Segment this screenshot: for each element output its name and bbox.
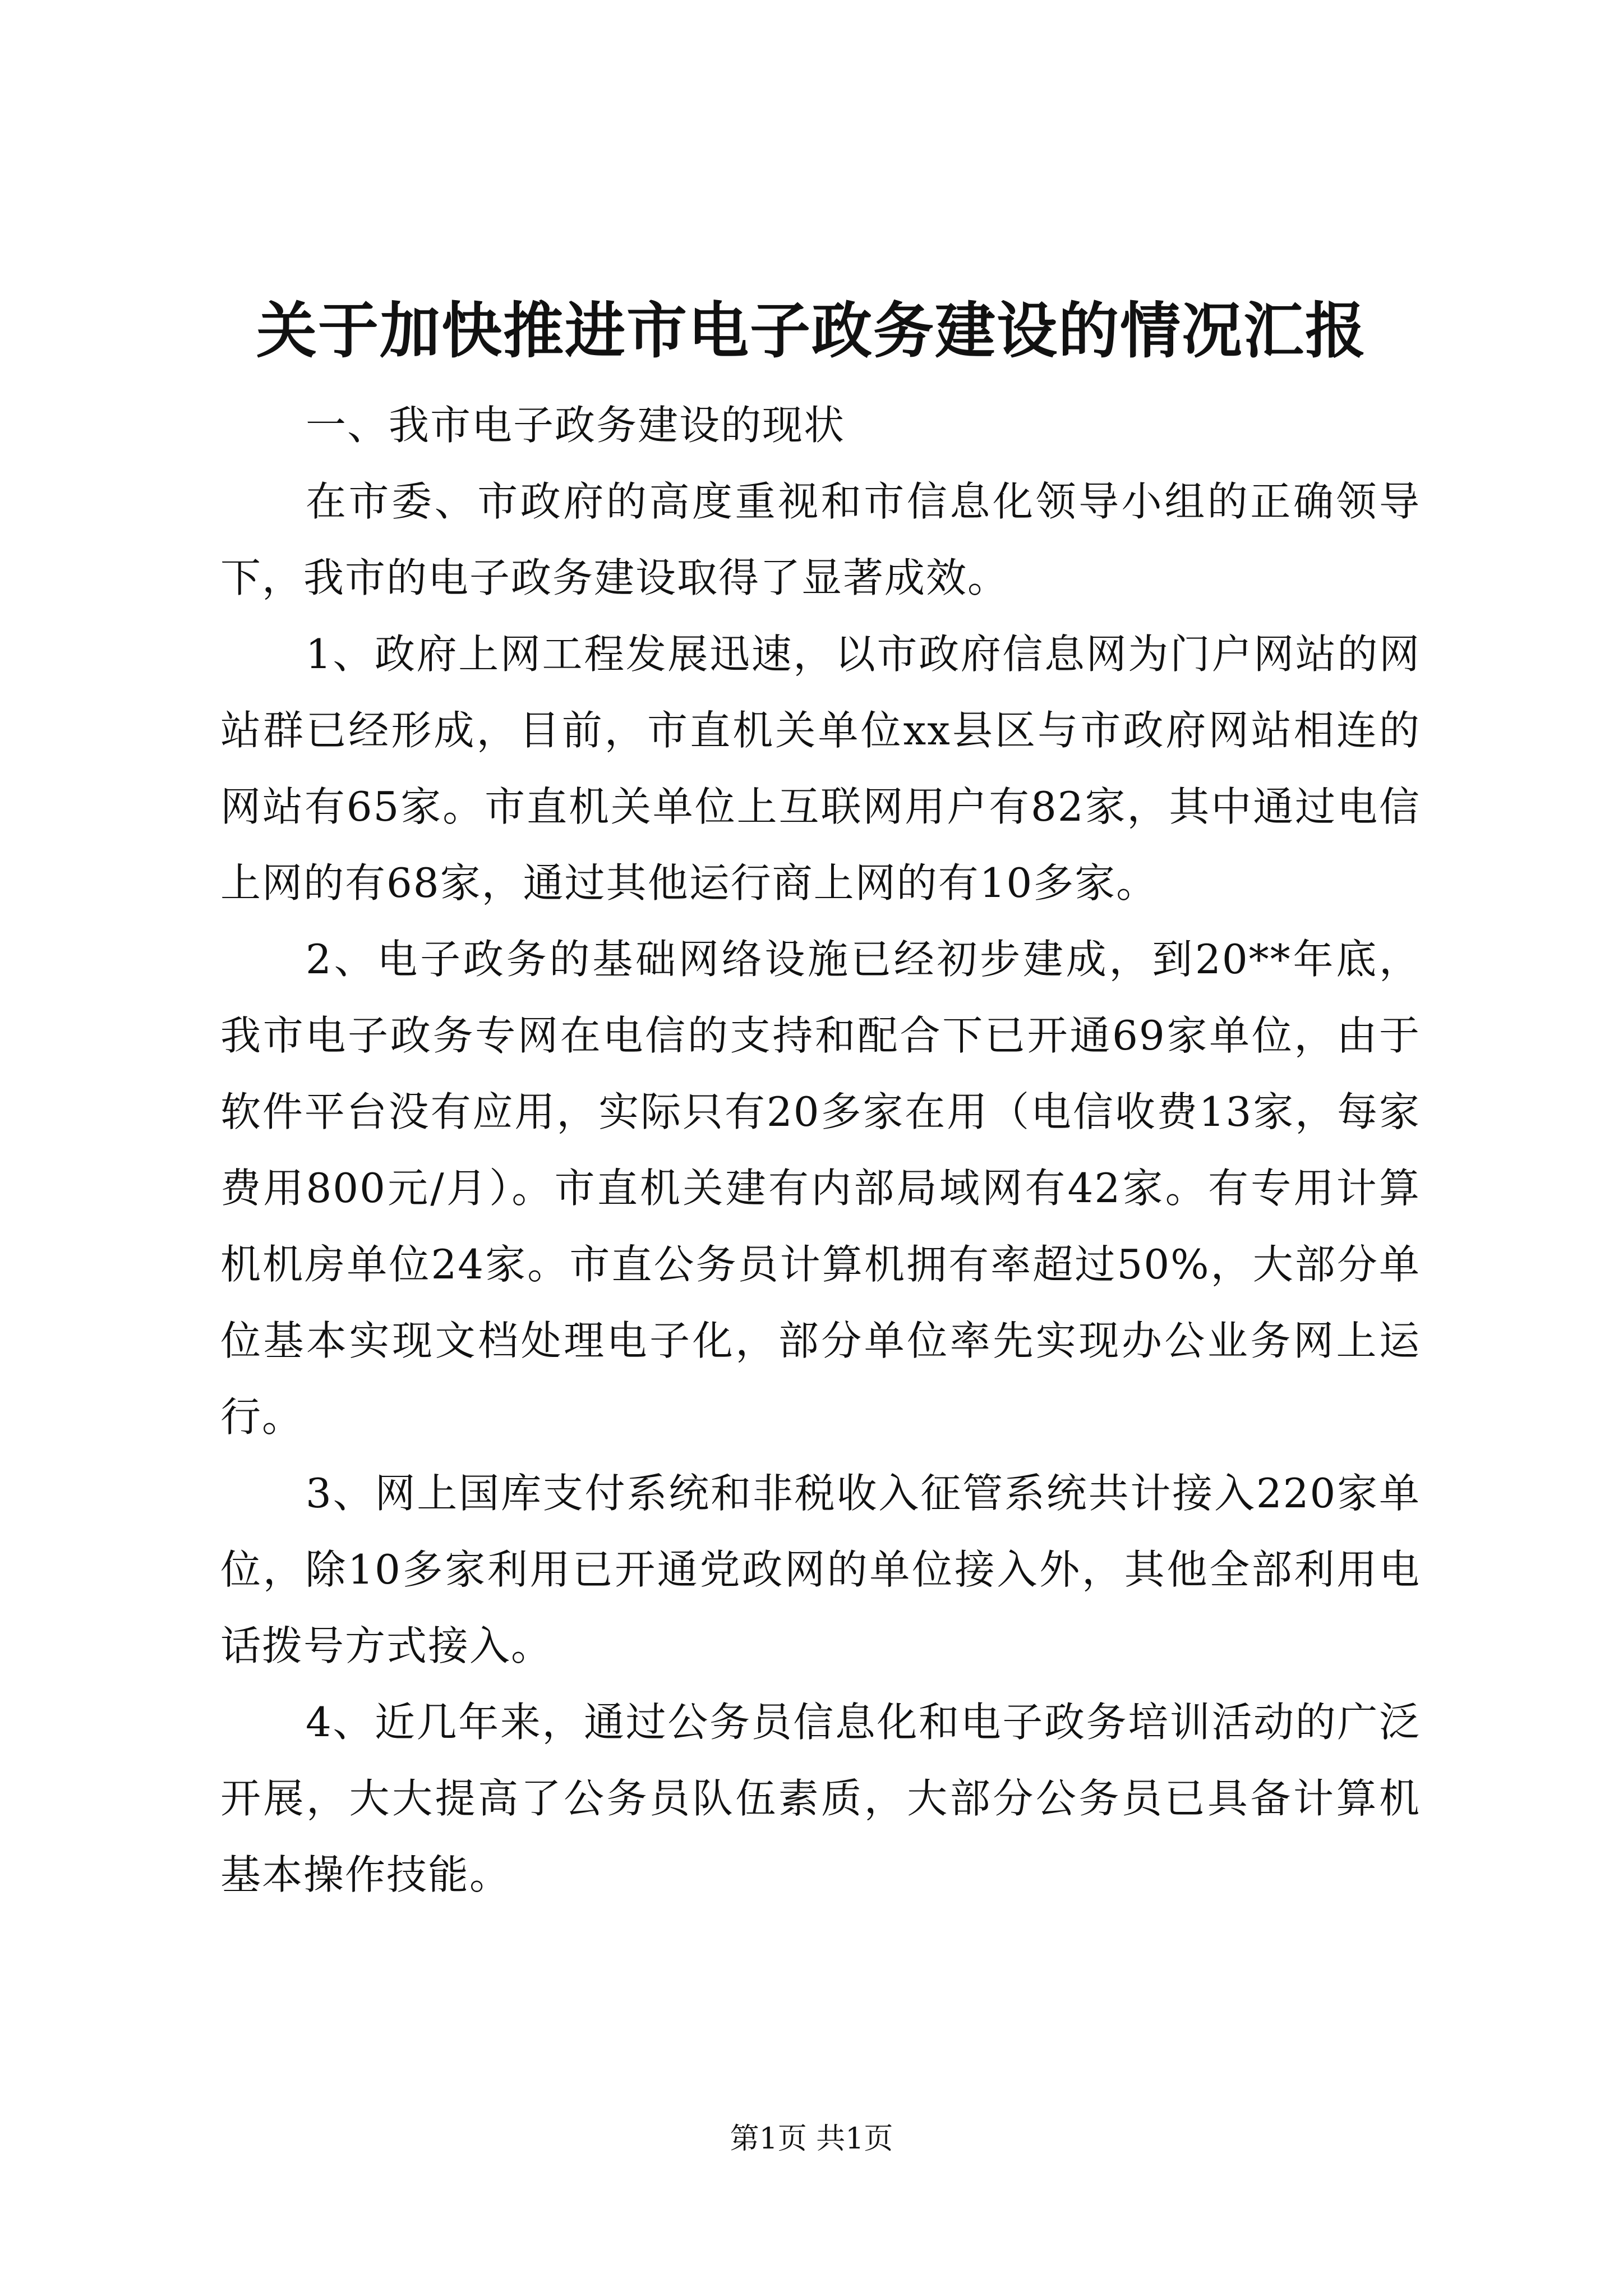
document-body: [220, 387, 1421, 1913]
paragraph-item-4: 4、近几年来，通过公务员信息化和电子政务培训活动的广泛开展，大大提高了公务员队伍素质，大部分公务员已具备计算机基本操作技能。: [220, 1699, 1421, 1898]
paragraph-item-1: 1、政府上网工程发展迅速，以市政府信息网为门户网站的网站群已经形成，目前，市直机关单位xx县区与市政府网站相连的网站有65家。市直机关单位上互联网用户有82家，其中通过电信上网的有68家，通过其他运行商上网的有10多家。: [220, 631, 1421, 907]
paragraph-intro: 在市委、市政府的高度重视和市信息化领导小组的正确领导下，我市的电子政务建设取得了显著成效。: [220, 478, 1421, 601]
paragraph-item-3: 3、网上国库支付系统和非税收入征管系统共计接入220家单位，除10多家利用已开通党政网的单位接入外，其他全部利用电话拨号方式接入。: [220, 1470, 1421, 1669]
section-heading: 一、我市电子政务建设的现状: [306, 402, 846, 449]
document-title: 关于加快推进市电子政务建设的情况汇报: [256, 296, 1367, 366]
page-number-footer: 第1页 共1页: [730, 2122, 893, 2156]
paragraph-item-2: 2、电子政务的基础网络设施已经初步建成，到20**年底，我市电子政务专网在电信的支持和配合下已开通69家单位，由于软件平台没有应用，实际只有20多家在用（电信收费13家，每家费用800元/月）。市直机关建有内部局域网有42家。有专用计算机机房单位24家。市直公务员计算机拥有率超过50%，大部分单位基本实现文档处理电子化，部分单位率先实现办公业务网上运行。: [220, 936, 1421, 1441]
